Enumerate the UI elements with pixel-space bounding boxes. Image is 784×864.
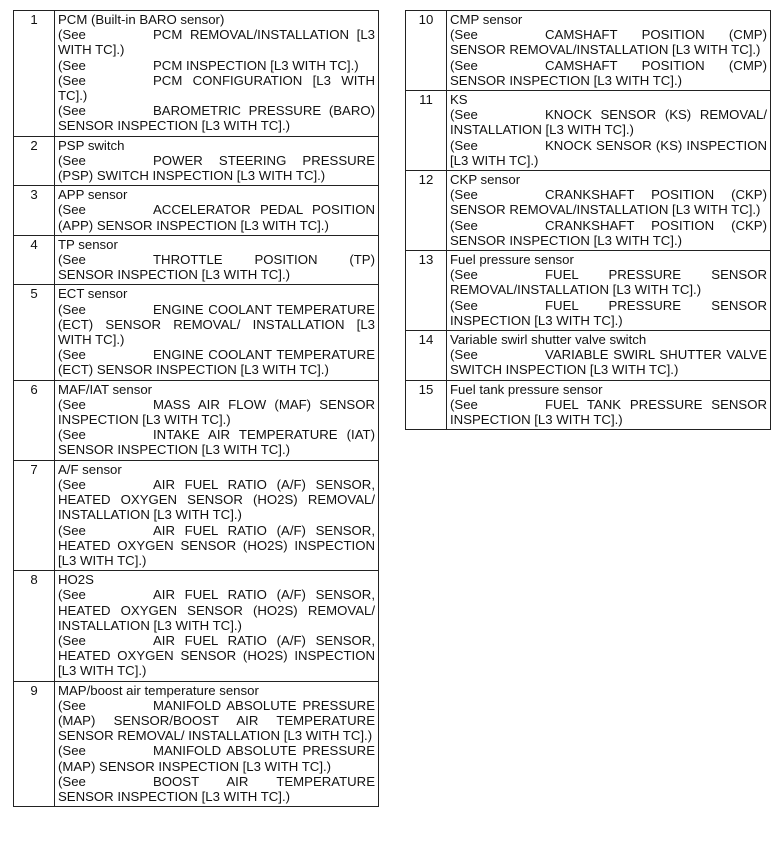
- see-label: (See: [58, 522, 86, 538]
- item-number: 5: [14, 285, 55, 380]
- see-label: (See: [58, 427, 86, 443]
- item-number: 1: [14, 11, 55, 137]
- see-label: (See: [450, 267, 478, 283]
- reference-link[interactable]: [58, 427, 375, 457]
- reference-link[interactable]: [58, 774, 375, 804]
- table-row: [14, 136, 379, 186]
- table-row: [406, 11, 771, 91]
- reference-link[interactable]: [450, 218, 767, 248]
- component-name: TP sensor: [58, 236, 118, 252]
- see-label: (See: [58, 152, 86, 168]
- reference-link[interactable]: [58, 73, 375, 103]
- table-row: [406, 171, 771, 251]
- item-number: 10: [406, 11, 447, 91]
- reference-title: ENGINE COOLANT TEMPERATURE (ECT) SENSOR REMOVAL/ INSTALLATION [L3 WITH TC].): [58, 301, 375, 348]
- see-label: (See: [58, 697, 86, 713]
- reference-title: PCM REMOVAL/INSTALLATION [L3 WITH TC].): [58, 27, 375, 58]
- reference-title: FUEL PRESSURE SENSOR REMOVAL/INSTALLATION [L3 WITH TC].): [450, 267, 767, 298]
- item-description: [447, 331, 771, 381]
- item-description: [55, 186, 379, 236]
- item-description: [55, 235, 379, 285]
- item-number: 4: [14, 235, 55, 285]
- reference-link[interactable]: [450, 138, 767, 168]
- component-list: [406, 11, 771, 430]
- table-row: [14, 186, 379, 236]
- item-description: [55, 11, 379, 137]
- component-name: APP sensor: [58, 187, 128, 203]
- reference-title: FUEL PRESSURE SENSOR INSPECTION [L3 WITH TC].): [450, 297, 767, 328]
- table-row: [14, 681, 379, 807]
- reference-link[interactable]: [450, 298, 767, 328]
- table-row: [406, 91, 771, 171]
- see-label: (See: [450, 347, 478, 363]
- item-description: [447, 251, 771, 331]
- item-number: 8: [14, 571, 55, 681]
- component-name: Variable swirl shutter valve switch: [450, 332, 647, 348]
- component-name: MAP/boost air temperature sensor: [58, 682, 259, 698]
- item-description: [55, 681, 379, 807]
- see-label: (See: [58, 72, 86, 88]
- see-label: (See: [58, 57, 86, 73]
- reference-link[interactable]: [58, 523, 375, 569]
- see-label: (See: [450, 187, 478, 203]
- see-label: (See: [450, 27, 478, 43]
- table-row: [14, 571, 379, 681]
- reference-title: AIR FUEL RATIO (A/F) SENSOR, HEATED OXYGEN SENSOR (HO2S) REMOVAL/ INSTALLATION [L3 WITH TC].): [58, 476, 375, 523]
- component-name: CMP sensor: [450, 12, 523, 27]
- item-number: 15: [406, 380, 447, 430]
- table-row: [406, 251, 771, 331]
- see-label: (See: [58, 773, 86, 789]
- item-description: [447, 380, 771, 430]
- see-label: (See: [58, 252, 86, 268]
- component-name: A/F sensor: [58, 461, 122, 477]
- item-description: [55, 285, 379, 380]
- item-description: [55, 136, 379, 186]
- see-label: (See: [58, 587, 86, 603]
- reference-link[interactable]: [58, 397, 375, 427]
- item-number: 7: [14, 460, 55, 570]
- item-number: 9: [14, 681, 55, 807]
- reference-link[interactable]: [58, 103, 375, 133]
- reference-link[interactable]: [450, 58, 767, 88]
- reference-link[interactable]: [58, 302, 375, 348]
- item-number: 13: [406, 251, 447, 331]
- component-name: KS: [450, 92, 468, 108]
- reference-title: THROTTLE POSITION (TP) SENSOR INSPECTION [L3 WITH TC].): [58, 252, 375, 283]
- item-number: 2: [14, 136, 55, 186]
- see-label: (See: [58, 202, 86, 218]
- reference-title: CAMSHAFT POSITION (CMP) SENSOR REMOVAL/INSTALLATION [L3 WITH TC].): [450, 27, 767, 58]
- reference-title: BOOST AIR TEMPERATURE SENSOR INSPECTION [L3 WITH TC].): [58, 773, 375, 804]
- reference-title: PCM CONFIGURATION [L3 WITH TC].): [58, 72, 375, 104]
- component-table-left: [13, 10, 379, 807]
- see-label: (See: [58, 103, 86, 119]
- see-label: (See: [58, 396, 86, 412]
- table-row: [14, 285, 379, 380]
- see-label: (See: [58, 743, 86, 759]
- reference-link[interactable]: [58, 252, 375, 282]
- table-row: [14, 235, 379, 285]
- reference-title: CRANKSHAFT POSITION (CKP) SENSOR INSPECTION [L3 WITH TC].): [450, 217, 767, 248]
- see-label: (See: [450, 297, 478, 313]
- table-row: [406, 331, 771, 381]
- reference-link[interactable]: [58, 27, 375, 57]
- item-number: 3: [14, 186, 55, 236]
- table-row: [406, 380, 771, 430]
- item-description: [447, 171, 771, 251]
- see-label: (See: [450, 107, 478, 123]
- table-row: [14, 460, 379, 570]
- reference-link[interactable]: [58, 58, 375, 73]
- see-label: (See: [450, 396, 478, 412]
- reference-title: BAROMETRIC PRESSURE (BARO) SENSOR INSPECTION [L3 WITH TC].): [58, 103, 375, 134]
- item-description: [55, 571, 379, 681]
- reference-title: VARIABLE SWIRL SHUTTER VALVE SWITCH INSPECTION [L3 WITH TC].): [450, 347, 767, 378]
- reference-title: CAMSHAFT POSITION (CMP) SENSOR INSPECTION [L3 WITH TC].): [450, 57, 767, 88]
- reference-link[interactable]: [450, 267, 767, 297]
- item-description: [55, 460, 379, 570]
- see-label: (See: [450, 57, 478, 73]
- see-label: (See: [58, 347, 86, 363]
- component-name: Fuel pressure sensor: [450, 252, 574, 268]
- reference-link[interactable]: [58, 743, 375, 773]
- reference-link[interactable]: [450, 107, 767, 137]
- reference-title: KNOCK SENSOR (KS) REMOVAL/ INSTALLATION [L3 WITH TC].): [450, 107, 767, 138]
- item-number: 6: [14, 380, 55, 460]
- component-name: ECT sensor: [58, 286, 128, 302]
- reference-link[interactable]: [58, 698, 375, 744]
- table-row: [14, 380, 379, 460]
- component-name: Fuel tank pressure sensor: [450, 381, 603, 397]
- reference-title: MANIFOLD ABSOLUTE PRESSURE (MAP) SENSOR/BOOST AIR TEMPERATURE SENSOR REMOVAL/ INSTALLATION [L3 WITH TC].): [58, 697, 375, 744]
- reference-title: KNOCK SENSOR (KS) INSPECTION [L3 WITH TC].): [450, 137, 767, 168]
- reference-title: MANIFOLD ABSOLUTE PRESSURE (MAP) SENSOR INSPECTION [L3 WITH TC].): [58, 743, 375, 774]
- item-description: [55, 380, 379, 460]
- see-label: (See: [58, 27, 86, 43]
- component-name: PCM (Built-in BARO sensor): [58, 12, 225, 27]
- see-label: (See: [450, 217, 478, 233]
- reference-title: MASS AIR FLOW (MAF) SENSOR INSPECTION [L3 WITH TC].): [58, 396, 375, 428]
- component-name: HO2S: [58, 572, 94, 588]
- reference-title: ENGINE COOLANT TEMPERATURE (ECT) SENSOR INSPECTION [L3 WITH TC].): [58, 347, 375, 378]
- reference-link[interactable]: [450, 397, 767, 427]
- reference-link[interactable]: [58, 202, 375, 232]
- component-name: PSP switch: [58, 137, 125, 153]
- item-description: [447, 11, 771, 91]
- item-description: [447, 91, 771, 171]
- reference-title: AIR FUEL RATIO (A/F) SENSOR, HEATED OXYGEN SENSOR (HO2S) INSPECTION [L3 WITH TC].): [58, 522, 375, 568]
- reference-link[interactable]: [450, 27, 767, 57]
- reference-link[interactable]: [450, 347, 767, 377]
- reference-title: CRANKSHAFT POSITION (CKP) SENSOR REMOVAL/INSTALLATION [L3 WITH TC].): [450, 187, 767, 218]
- component-name: MAF/IAT sensor: [58, 381, 153, 397]
- reference-link[interactable]: [58, 347, 375, 377]
- reference-link[interactable]: [450, 187, 767, 217]
- reference-title: INTAKE AIR TEMPERATURE (IAT) SENSOR INSPECTION [L3 WITH TC].): [58, 427, 375, 458]
- table-row: [14, 11, 379, 137]
- item-number: 12: [406, 171, 447, 251]
- see-label: (See: [58, 476, 86, 492]
- see-label: (See: [58, 632, 86, 648]
- reference-title: ACCELERATOR PEDAL POSITION (APP) SENSOR INSPECTION [L3 WITH TC].): [58, 202, 375, 233]
- item-number: 11: [406, 91, 447, 171]
- reference-title: AIR FUEL RATIO (A/F) SENSOR, HEATED OXYGEN SENSOR (HO2S) REMOVAL/ INSTALLATION [L3 WITH TC].): [58, 587, 375, 633]
- component-list: [14, 11, 379, 807]
- component-name: CKP sensor: [450, 172, 521, 188]
- reference-link[interactable]: [58, 587, 375, 633]
- reference-title: AIR FUEL RATIO (A/F) SENSOR, HEATED OXYGEN SENSOR (HO2S) INSPECTION [L3 WITH TC].): [58, 632, 375, 679]
- reference-title: FUEL TANK PRESSURE SENSOR INSPECTION [L3 WITH TC].): [450, 396, 767, 428]
- reference-link[interactable]: [58, 153, 375, 183]
- reference-link[interactable]: [58, 477, 375, 523]
- see-label: (See: [58, 301, 86, 317]
- reference-title: PCM INSPECTION [L3 WITH TC].): [153, 57, 359, 73]
- item-number: 14: [406, 331, 447, 381]
- reference-title: POWER STEERING PRESSURE (PSP) SWITCH INSPECTION [L3 WITH TC].): [58, 152, 375, 184]
- component-table-right: [405, 10, 771, 430]
- see-label: (See: [450, 137, 478, 153]
- reference-link[interactable]: [58, 633, 375, 679]
